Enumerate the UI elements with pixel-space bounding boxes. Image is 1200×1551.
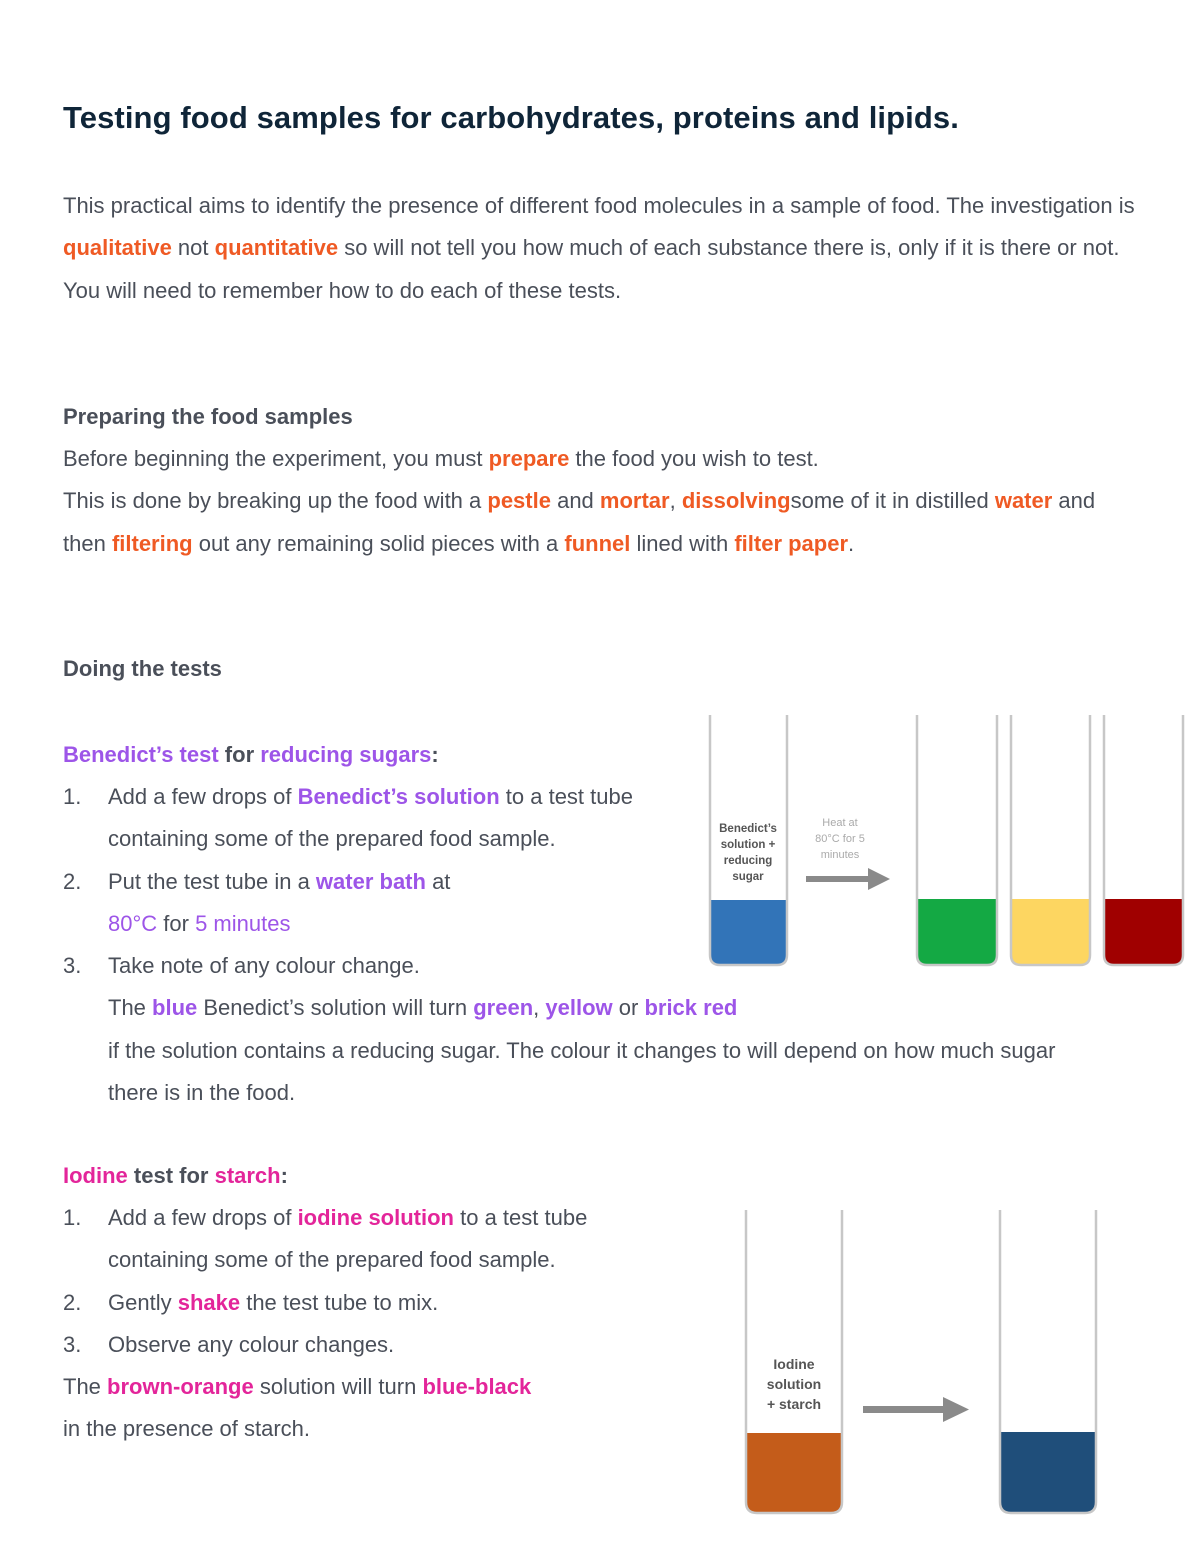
step-number: 2.: [63, 1289, 82, 1315]
step-text: Gently: [108, 1289, 178, 1315]
step-text: Put the test tube in a: [108, 868, 316, 894]
preparing-text-9: lined with: [630, 530, 735, 556]
preparing-text-1: Before beginning the experiment, you must: [63, 446, 489, 471]
step-text: to a test tube containing some of the prepared food sample.: [108, 1205, 588, 1273]
iodine-title: [63, 1161, 288, 1191]
step-text: at: [425, 868, 451, 894]
keyword-benedicts-solution: Benedict’s solution: [297, 784, 500, 809]
keyword-temperature: 80°C: [108, 910, 158, 936]
step-text: if the solution contains a reducing sugar. The colour it changes to will depend on how much sugar there is in the food.: [108, 1037, 1056, 1106]
iodine-title-keyword-1: Iodine: [63, 1163, 128, 1188]
tube-label-line-2: solution: [766, 1376, 822, 1392]
keyword-brick-red: brick red: [644, 995, 738, 1021]
keyword-dissolving: dissolving: [681, 488, 791, 514]
keyword-quantitative: quantitative: [214, 235, 339, 261]
keyword-blue-black: blue-black: [422, 1374, 532, 1399]
step-text: The: [108, 995, 153, 1021]
step-number: 3.: [63, 1331, 82, 1357]
step-text: Benedict’s solution will turn: [197, 995, 474, 1021]
preparing-text-6: some of it in distilled: [790, 488, 995, 514]
step-text: to a test tube containing some of the prepared food sample.: [108, 784, 633, 852]
page-title: Testing food samples for carbohydrates, proteins and lipids.: [63, 100, 959, 135]
arrow-icon: [806, 868, 890, 890]
keyword-time: 5 minutes: [195, 910, 291, 936]
keyword-water: water: [994, 488, 1053, 514]
benedicts-title: [63, 740, 439, 770]
preparing-heading: Preparing the food samples: [63, 404, 353, 429]
tube-label-line-4: sugar: [732, 871, 764, 883]
step-text: Add a few drops of: [108, 784, 298, 809]
preparing-paragraph: [63, 438, 1138, 565]
arrow-label-line-1: Heat at: [822, 817, 858, 829]
keyword-water-bath: water bath: [315, 868, 426, 894]
keyword-filter-paper: filter paper: [734, 530, 849, 556]
keyword-iodine-solution: iodine solution: [297, 1205, 454, 1230]
preparing-text-8: out any remaining solid pieces with a: [192, 530, 565, 556]
tube-label-line-1: Iodine: [773, 1356, 815, 1372]
iodine-title-text-2: :: [280, 1163, 288, 1188]
tube-label-line-2: solution +: [720, 839, 776, 851]
benedicts-title-keyword-1: Benedict’s test: [63, 742, 219, 767]
benedicts-diagram: [700, 710, 1195, 975]
iodine-title-keyword-2: starch: [214, 1163, 281, 1188]
iodine-result-text-2: solution will turn: [253, 1374, 423, 1399]
iodine-title-text-1: test for: [127, 1163, 215, 1188]
intro-text-2: not: [171, 235, 215, 261]
keyword-prepare: prepare: [488, 446, 570, 471]
benedicts-title-keyword-2: reducing sugars: [260, 742, 432, 767]
preparing-text-7: and then: [63, 488, 1096, 556]
intro-text-3: so will not tell you how much of each substance there is, only if it is there or not. You will need to remember how to do each of these tests.: [63, 235, 1120, 303]
iodine-step-1: [63, 1197, 678, 1282]
tube-label-line-3: reducing: [723, 855, 773, 867]
step-number: 1.: [63, 784, 82, 809]
blue-solution: [710, 900, 787, 965]
step-text: ,: [533, 995, 546, 1021]
keyword-qualitative: qualitative: [63, 235, 172, 261]
arrow-label-line-2: 80°C for 5: [815, 833, 865, 845]
preparing-text-4: and: [550, 488, 600, 514]
preparing-text-10: .: [848, 530, 855, 556]
iodine-result-text-3: in the presence of starch.: [63, 1416, 311, 1442]
iodine-result: [63, 1366, 703, 1451]
preparing-text-2: the food you wish to test.: [569, 446, 819, 471]
arrow-label-line-3: minutes: [820, 849, 860, 861]
keyword-yellow: yellow: [545, 995, 613, 1021]
iodine-result-text-1: The: [63, 1374, 108, 1399]
iodine-steps: [63, 1197, 703, 1366]
step-text: Add a few drops of: [108, 1205, 298, 1230]
keyword-filtering: filtering: [111, 530, 193, 556]
doing-tests-heading: Doing the tests: [63, 656, 222, 681]
keyword-blue: blue: [152, 995, 198, 1021]
benedicts-step-1: [63, 776, 698, 861]
step-text: or: [612, 995, 645, 1021]
preparing-text-3: This is done by breaking up the food with a: [63, 488, 488, 514]
benedicts-title-text-1: for: [218, 742, 261, 767]
keyword-brown-orange: brown-orange: [107, 1374, 254, 1399]
result-tube-yellow: [1011, 715, 1090, 965]
result-tube-green: [917, 715, 997, 965]
arrow-icon: [863, 1397, 969, 1422]
step-text: Observe any colour changes.: [108, 1331, 395, 1357]
tube-label-line-1: Benedict’s: [719, 823, 777, 835]
brown-orange-solution: [746, 1433, 842, 1513]
intro-paragraph: [63, 185, 1143, 312]
iodine-step-3: [63, 1324, 703, 1366]
keyword-green: green: [473, 995, 534, 1021]
step-text: the test tube to mix.: [240, 1289, 439, 1315]
step-number: 2.: [63, 868, 82, 894]
iodine-diagram: [735, 1205, 1110, 1525]
tube-label-line-3: + starch: [766, 1396, 822, 1412]
benedicts-title-text-2: :: [431, 742, 439, 767]
step-number: 3.: [63, 953, 82, 979]
step-text: for: [157, 910, 196, 936]
keyword-funnel: funnel: [564, 530, 631, 556]
intro-text-1: This practical aims to identify the presence of different food molecules in a sample of food. The investigation is: [63, 193, 1135, 218]
keyword-shake: shake: [177, 1289, 241, 1315]
iodine-step-2: [63, 1282, 703, 1324]
step-number: 1.: [63, 1205, 82, 1230]
result-tube-brick-red: [1104, 715, 1183, 965]
keyword-pestle: pestle: [487, 488, 551, 514]
result-tube-blue-black: [1000, 1210, 1096, 1513]
preparing-text-5: ,: [669, 488, 682, 514]
step-text: Take note of any colour change.: [108, 953, 420, 979]
keyword-mortar: mortar: [599, 488, 670, 514]
